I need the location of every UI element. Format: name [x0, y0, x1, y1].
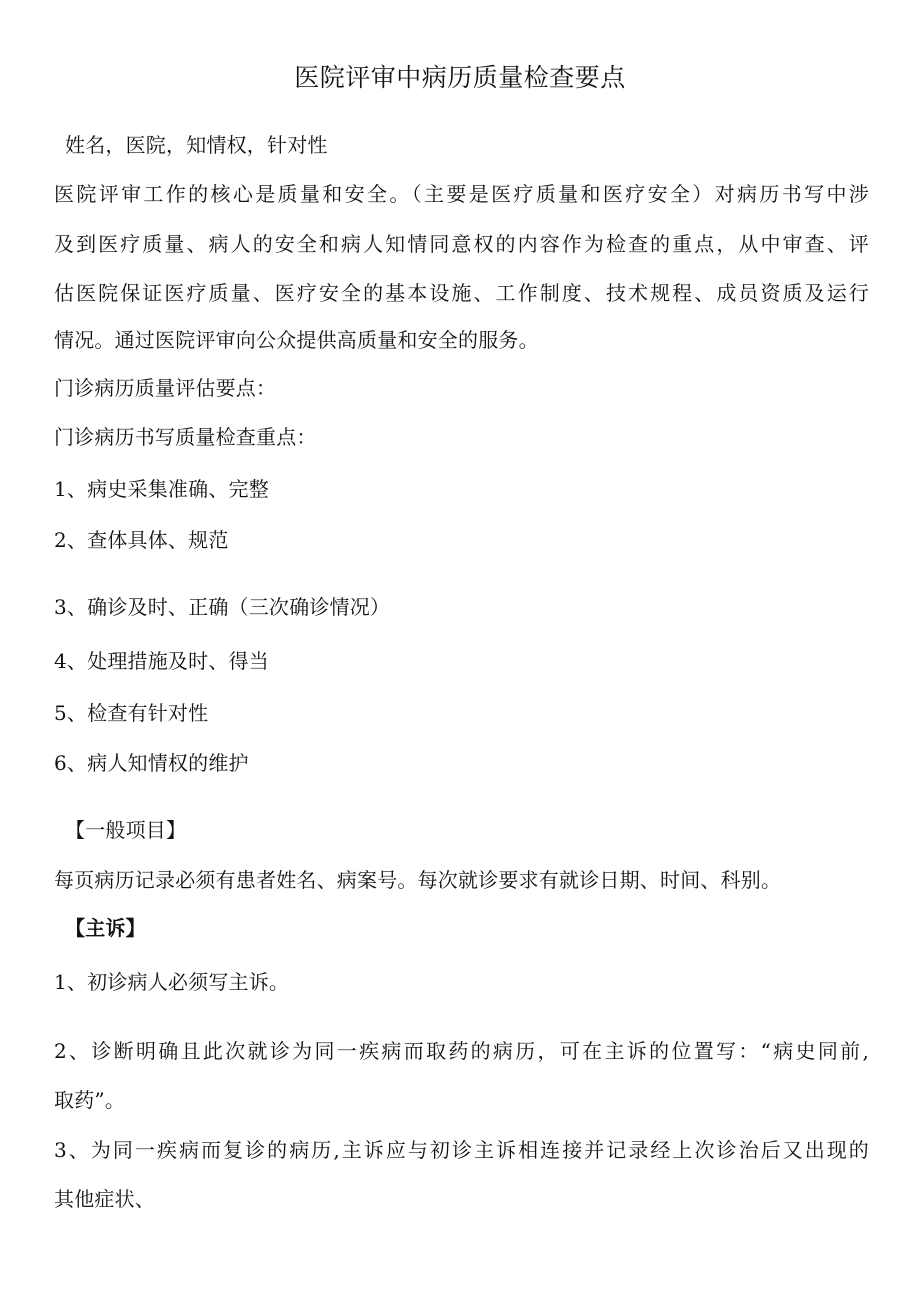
general-items-heading: 【一般项目】: [65, 818, 187, 842]
intro-line-2: 及到医疗质量、病人的安全和病人知情同意权的内容作为检查的重点，从中审查、评: [54, 232, 869, 256]
key-point-4: 4、处理措施及时、得当: [54, 649, 269, 673]
complaint-item-3-line-2: 其他症状、: [54, 1187, 155, 1211]
key-point-5: 5、检查有针对性: [54, 701, 209, 725]
complaint-heading: 【主诉】: [65, 916, 146, 940]
key-point-3: 3、确诊及时、正确（三次确诊情况）: [54, 595, 391, 619]
key-point-2: 2、查体具体、规范: [54, 528, 229, 552]
complaint-item-3-line-1: 3、为同一疾病而复诊的病历,主诉应与初诊主诉相连接并记录经上次诊治后又出现的: [54, 1138, 869, 1162]
intro-line-3: 估医院保证医疗质量、医疗安全的基本设施、工作制度、技术规程、成员资质及运行: [54, 281, 869, 305]
writing-heading: 门诊病历书写质量检查重点：: [54, 425, 317, 449]
intro-line-1: 医院评审工作的核心是质量和安全。（主要是医疗质量和医疗安全）对病历书写中涉: [54, 182, 869, 206]
complaint-item-1: 1、初诊病人必须写主诉。: [54, 970, 290, 994]
keywords-line: 姓名，医院，知情权，针对性: [65, 133, 328, 157]
outpatient-heading: 门诊病历质量评估要点：: [54, 376, 277, 400]
complaint-item-2-line-1: 2、诊断明确且此次就诊为同一疾病而取药的病历，可在主诉的位置写：“病史同前,: [54, 1039, 869, 1063]
complaint-item-2-line-2: 取药”。: [54, 1088, 126, 1112]
document-title: 医院评审中病历质量检查要点: [294, 63, 626, 92]
intro-line-4: 情况。通过医院评审向公众提供高质量和安全的服务。: [54, 328, 539, 352]
general-items-text: 每页病历记录必须有患者姓名、病案号。每次就诊要求有就诊日期、时间、科别。: [54, 868, 782, 892]
key-point-6: 6、病人知情权的维护: [54, 751, 249, 775]
key-point-1: 1、病史采集准确、完整: [54, 477, 269, 501]
